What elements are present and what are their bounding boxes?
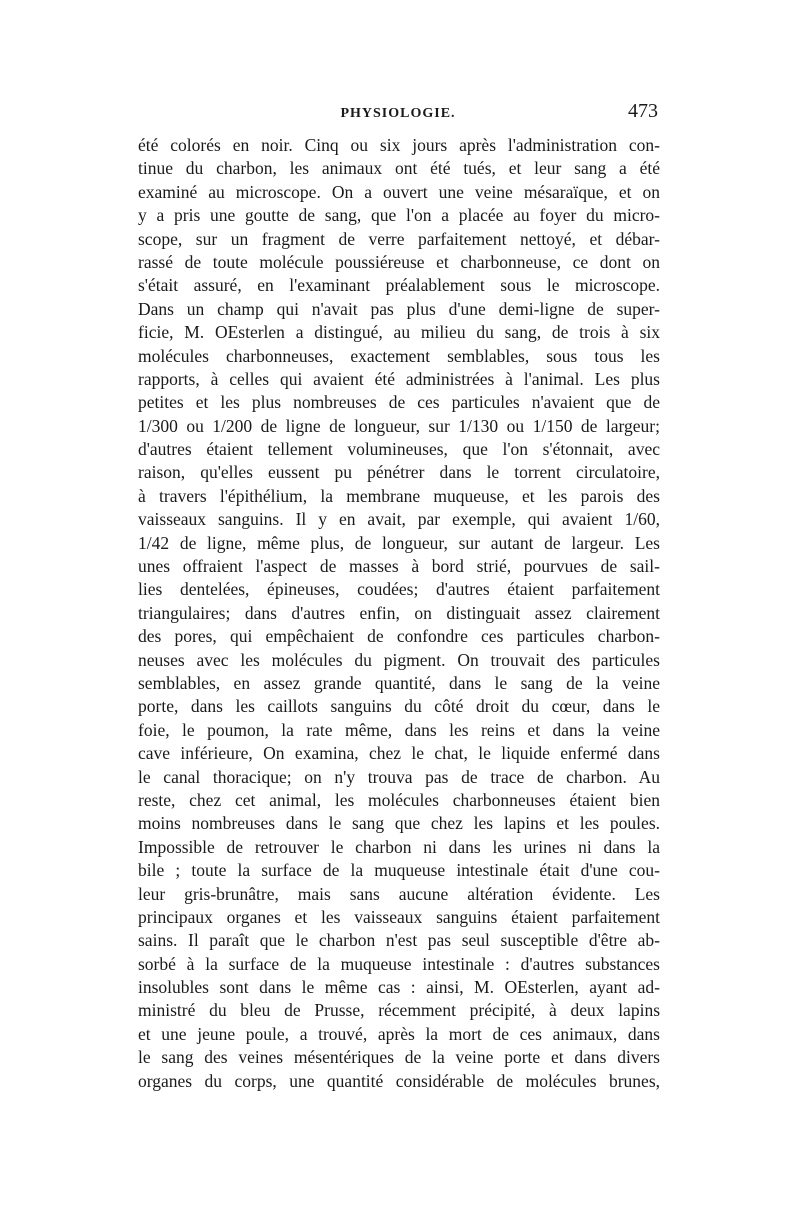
text-line: molécules charbonneuses, exactement semblables, sous tous les xyxy=(138,345,660,366)
text-line: des pores, qui empêchaient de confondre ces particules charbon- xyxy=(138,626,660,647)
text-line: Dans un champ qui n'avait pas plus d'une demi-ligne de super- xyxy=(138,298,660,319)
text-line: à travers l'épithélium, la membrane muqueuse, et les parois des xyxy=(138,485,660,506)
text-line: neuses avec les molécules du pigment. On trouvait des particules xyxy=(138,649,660,670)
text-line: le sang des veines mésentériques de la veine porte et dans divers xyxy=(138,1047,660,1068)
text-line: Impossible de retrouver le charbon ni dans les urines ni dans la xyxy=(138,836,660,857)
text-line: ministré du bleu de Prusse, récemment précipité, à deux lapins xyxy=(138,1000,660,1021)
text-line: unes offraient l'aspect de masses à bord strié, pourvues de sail- xyxy=(138,556,660,577)
text-line: 1/300 ou 1/200 de ligne de longueur, sur 1/130 ou 1/150 de largeur; xyxy=(138,415,660,436)
text-line: sains. Il paraît que le charbon n'est pas seul susceptible d'être ab- xyxy=(138,930,660,951)
text-line: insolubles sont dans le même cas : ainsi, M. OEsterlen, ayant ad- xyxy=(138,977,660,998)
text-line: petites et les plus nombreuses de ces particules n'avaient que de xyxy=(138,392,660,413)
text-line: foie, le poumon, la rate même, dans les reins et dans la veine xyxy=(138,719,660,740)
text-line: été colorés en noir. Cinq ou six jours après l'administration con- xyxy=(138,135,660,155)
text-line: reste, chez cet animal, les molécules charbonneuses étaient bien xyxy=(138,789,660,810)
running-title: PHYSIOLOGIE. xyxy=(340,106,456,121)
text-line: porte, dans les caillots sanguins du côté droit du cœur, dans le xyxy=(138,696,660,717)
text-line: y a pris une goutte de sang, que l'on a placée au foyer du micro- xyxy=(138,205,660,226)
text-line: leur gris-brunâtre, mais sans aucune altération évidente. Les xyxy=(138,883,660,904)
running-head xyxy=(138,100,658,130)
text-line: moins nombreuses dans le sang que chez les lapins et les poules. xyxy=(138,813,660,834)
text-line: lies dentelées, épineuses, coudées; d'autres étaient parfaitement xyxy=(138,579,660,600)
text-line: examiné au microscope. On a ouvert une veine mésaraïque, et on xyxy=(138,181,660,202)
text-line: rassé de toute molécule poussiéreuse et charbonneuse, ce dont on xyxy=(138,251,660,272)
text-line: vaisseaux sanguins. Il y en avait, par exemple, qui avaient 1/60, xyxy=(138,509,660,530)
text-line: triangulaires; dans d'autres enfin, on distinguait assez clairement xyxy=(138,602,660,623)
text-line: organes du corps, une quantité considérable de molécules brunes, xyxy=(138,1070,660,1091)
text-line: semblables, en assez grande quantité, dans le sang de la veine xyxy=(138,672,660,693)
text-line: et une jeune poule, a trouvé, après la mort de ces animaux, dans xyxy=(138,1023,660,1044)
text-line: principaux organes et les vaisseaux sanguins étaient parfaitement xyxy=(138,906,660,927)
text-line: s'était assuré, en l'examinant préalablement sous le microscope. xyxy=(138,275,660,296)
text-line: tinue du charbon, les animaux ont été tués, et leur sang a été xyxy=(138,158,660,179)
text-line: ficie, M. OEsterlen a distingué, au milieu du sang, de trois à six xyxy=(138,322,660,343)
text-line: raison, qu'elles eussent pu pénétrer dans le torrent circulatoire, xyxy=(138,462,660,483)
text-line: scope, sur un fragment de verre parfaitement nettoyé, et débar- xyxy=(138,228,660,249)
text-line: rapports, à celles qui avaient été administrées à l'animal. Les plus xyxy=(138,368,660,389)
body-text xyxy=(138,134,660,1093)
text-line: d'autres étaient tellement volumineuses, que l'on s'étonnait, avec xyxy=(138,439,660,460)
text-line: bile ; toute la surface de la muqueuse intestinale était d'une cou- xyxy=(138,860,660,881)
page-number: 473 xyxy=(628,100,658,122)
text-line: cave inférieure, On examina, chez le chat, le liquide enfermé dans xyxy=(138,743,660,764)
text-line: 1/42 de ligne, même plus, de longueur, sur autant de largeur. Les xyxy=(138,532,660,553)
text-line: sorbé à la surface de la muqueuse intestinale : d'autres substances xyxy=(138,953,660,974)
text-line: le canal thoracique; on n'y trouva pas de trace de charbon. Au xyxy=(138,766,660,787)
